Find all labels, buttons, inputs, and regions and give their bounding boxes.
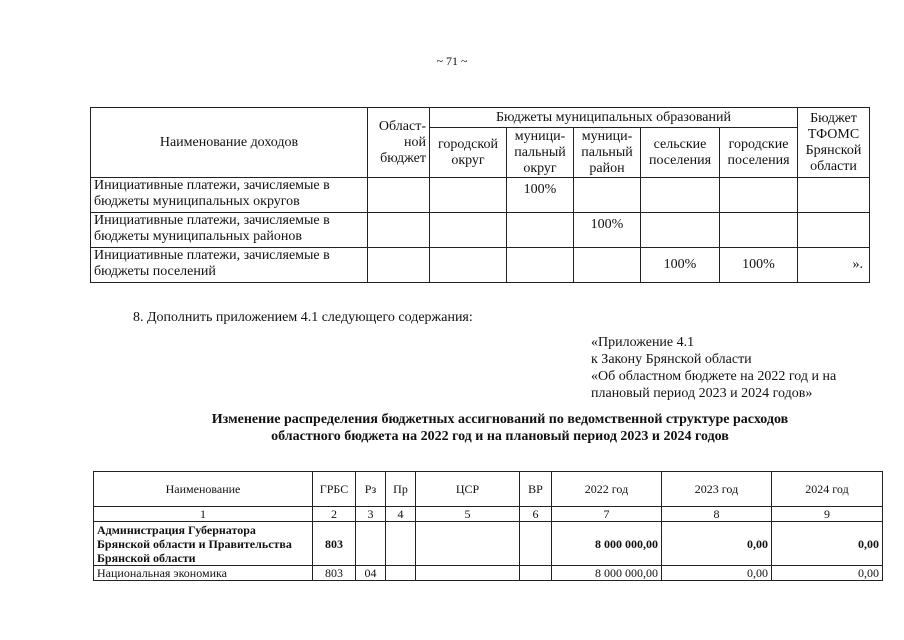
cell: ». — [798, 248, 870, 283]
cell — [798, 178, 870, 213]
header-pr: Пр — [386, 472, 416, 507]
header-municipal-raion: муници- пальный район — [574, 128, 641, 178]
header-municipal-okrug: муници- пальный округ — [507, 128, 574, 178]
cell — [430, 248, 507, 283]
col-number: 4 — [386, 507, 416, 522]
appendix-header — [591, 334, 881, 402]
cell: 100% — [507, 178, 574, 213]
header-2022: 2022 год — [552, 472, 662, 507]
header-regional-budget: Област- ной бюджет — [368, 108, 430, 178]
cell: 0,00 — [662, 566, 772, 581]
page-number: ~ 71 ~ — [436, 54, 468, 68]
col-number: 2 — [313, 507, 356, 522]
header-name: Наименование — [94, 472, 313, 507]
cell — [507, 213, 574, 248]
budget-allocation-table — [93, 471, 883, 581]
cell — [574, 248, 641, 283]
cell: 803 — [313, 522, 356, 566]
table-row — [94, 522, 883, 566]
income-distribution-table — [90, 107, 870, 283]
cell — [520, 522, 552, 566]
col-number: 9 — [772, 507, 883, 522]
cell — [430, 213, 507, 248]
cell — [416, 522, 520, 566]
cell — [416, 566, 520, 581]
col-number: 5 — [416, 507, 520, 522]
cell — [368, 178, 430, 213]
cell — [720, 213, 798, 248]
table-row — [91, 213, 870, 248]
cell: 0,00 — [772, 522, 883, 566]
cell: 0,00 — [772, 566, 883, 581]
table-row — [91, 178, 870, 213]
cell: 0,00 — [662, 522, 772, 566]
cell: 8 000 000,00 — [552, 522, 662, 566]
document-title — [150, 411, 850, 445]
cell — [720, 178, 798, 213]
cell: 04 — [356, 566, 386, 581]
cell — [386, 566, 416, 581]
header-tfoms: Бюджет ТФОМС Брянской области — [798, 108, 870, 178]
cell: 8 000 000,00 — [552, 566, 662, 581]
col-number: 8 — [662, 507, 772, 522]
col-number: 1 — [94, 507, 313, 522]
title-line: Изменение распределения бюджетных ассигнований по ведомственной структуре расходов — [211, 412, 789, 427]
header-rural-settlements: сельские поселения — [641, 128, 720, 178]
row-name: Инициативные платежи, зачисляемые в бюджеты муниципальных округов — [91, 178, 368, 213]
table-row — [94, 566, 883, 581]
header-municipal-budgets: Бюджеты муниципальных образований — [430, 108, 798, 128]
cell — [386, 522, 416, 566]
cell — [368, 213, 430, 248]
title-line: областного бюджета на 2022 год и на плановый период 2023 и 2024 годов — [271, 429, 729, 444]
header-vr: ВР — [520, 472, 552, 507]
cell — [574, 178, 641, 213]
header-rz: Рз — [356, 472, 386, 507]
col-number: 7 — [552, 507, 662, 522]
col-number: 6 — [520, 507, 552, 522]
appendix-line: плановый период 2023 и 2024 годов» — [591, 386, 813, 401]
table-row — [91, 248, 870, 283]
header-csr: ЦСР — [416, 472, 520, 507]
row-name: Инициативные платежи, зачисляемые в бюджеты муниципальных районов — [91, 213, 368, 248]
cell — [368, 248, 430, 283]
cell — [641, 178, 720, 213]
header-grbs: ГРБС — [313, 472, 356, 507]
appendix-line: «Об областном бюджете на 2022 год и на — [591, 369, 837, 384]
cell: 100% — [641, 248, 720, 283]
cell — [520, 566, 552, 581]
row-name: Инициативные платежи, зачисляемые в бюджеты поселений — [91, 248, 368, 283]
item-8-text: 8. Дополнить приложением 4.1 следующего содержания: — [133, 310, 473, 325]
cell: 100% — [720, 248, 798, 283]
header-name: Наименование доходов — [91, 108, 368, 178]
cell: 803 — [313, 566, 356, 581]
row-name: Администрация Губернатора Брянской области и Правительства Брянской области — [94, 522, 313, 566]
appendix-line: «Приложение 4.1 — [591, 335, 695, 350]
header-2023: 2023 год — [662, 472, 772, 507]
header-2024: 2024 год — [772, 472, 883, 507]
col-number: 3 — [356, 507, 386, 522]
header-city-okrug: городской округ — [430, 128, 507, 178]
row-name: Национальная экономика — [94, 566, 313, 581]
cell — [641, 213, 720, 248]
header-urban-settlements: городские поселения — [720, 128, 798, 178]
cell — [356, 522, 386, 566]
cell — [507, 248, 574, 283]
cell — [430, 178, 507, 213]
cell — [798, 213, 870, 248]
cell: 100% — [574, 213, 641, 248]
appendix-line: к Закону Брянской области — [591, 352, 752, 367]
